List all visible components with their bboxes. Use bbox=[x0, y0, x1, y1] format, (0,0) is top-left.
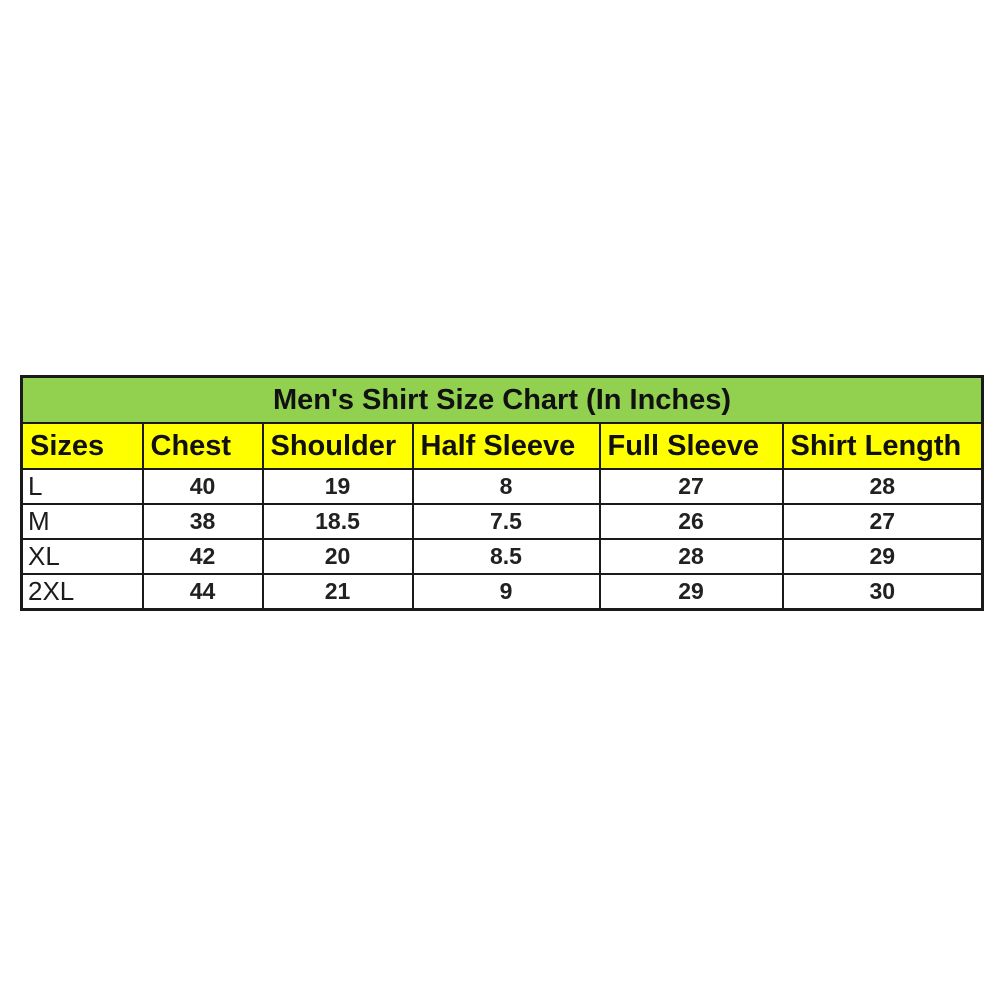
value-cell: 26 bbox=[600, 504, 783, 539]
value-cell: 29 bbox=[600, 574, 783, 610]
value-cell: 27 bbox=[600, 469, 783, 504]
value-cell: 7.5 bbox=[413, 504, 600, 539]
value-cell: 28 bbox=[600, 539, 783, 574]
size-label: M bbox=[22, 504, 143, 539]
table-row bbox=[22, 469, 983, 504]
value-cell: 29 bbox=[783, 539, 983, 574]
value-cell: 44 bbox=[143, 574, 263, 610]
table-title: Men's Shirt Size Chart (In Inches) bbox=[22, 377, 983, 424]
size-label: 2XL bbox=[22, 574, 143, 610]
value-cell: 28 bbox=[783, 469, 983, 504]
column-header-shirt-length: Shirt Length bbox=[783, 423, 983, 469]
value-cell: 38 bbox=[143, 504, 263, 539]
size-chart-table bbox=[20, 375, 984, 611]
value-cell: 9 bbox=[413, 574, 600, 610]
value-cell: 21 bbox=[263, 574, 413, 610]
table-row bbox=[22, 539, 983, 574]
column-header-half-sleeve: Half Sleeve bbox=[413, 423, 600, 469]
column-header-shoulder: Shoulder bbox=[263, 423, 413, 469]
value-cell: 8 bbox=[413, 469, 600, 504]
column-header-sizes: Sizes bbox=[22, 423, 143, 469]
title-row bbox=[22, 377, 983, 424]
value-cell: 20 bbox=[263, 539, 413, 574]
value-cell: 27 bbox=[783, 504, 983, 539]
value-cell: 42 bbox=[143, 539, 263, 574]
column-header-full-sleeve: Full Sleeve bbox=[600, 423, 783, 469]
value-cell: 19 bbox=[263, 469, 413, 504]
value-cell: 8.5 bbox=[413, 539, 600, 574]
table-row bbox=[22, 574, 983, 610]
table-row bbox=[22, 504, 983, 539]
value-cell: 40 bbox=[143, 469, 263, 504]
header-row bbox=[22, 423, 983, 469]
column-header-chest: Chest bbox=[143, 423, 263, 469]
size-label: L bbox=[22, 469, 143, 504]
size-label: XL bbox=[22, 539, 143, 574]
value-cell: 18.5 bbox=[263, 504, 413, 539]
value-cell: 30 bbox=[783, 574, 983, 610]
